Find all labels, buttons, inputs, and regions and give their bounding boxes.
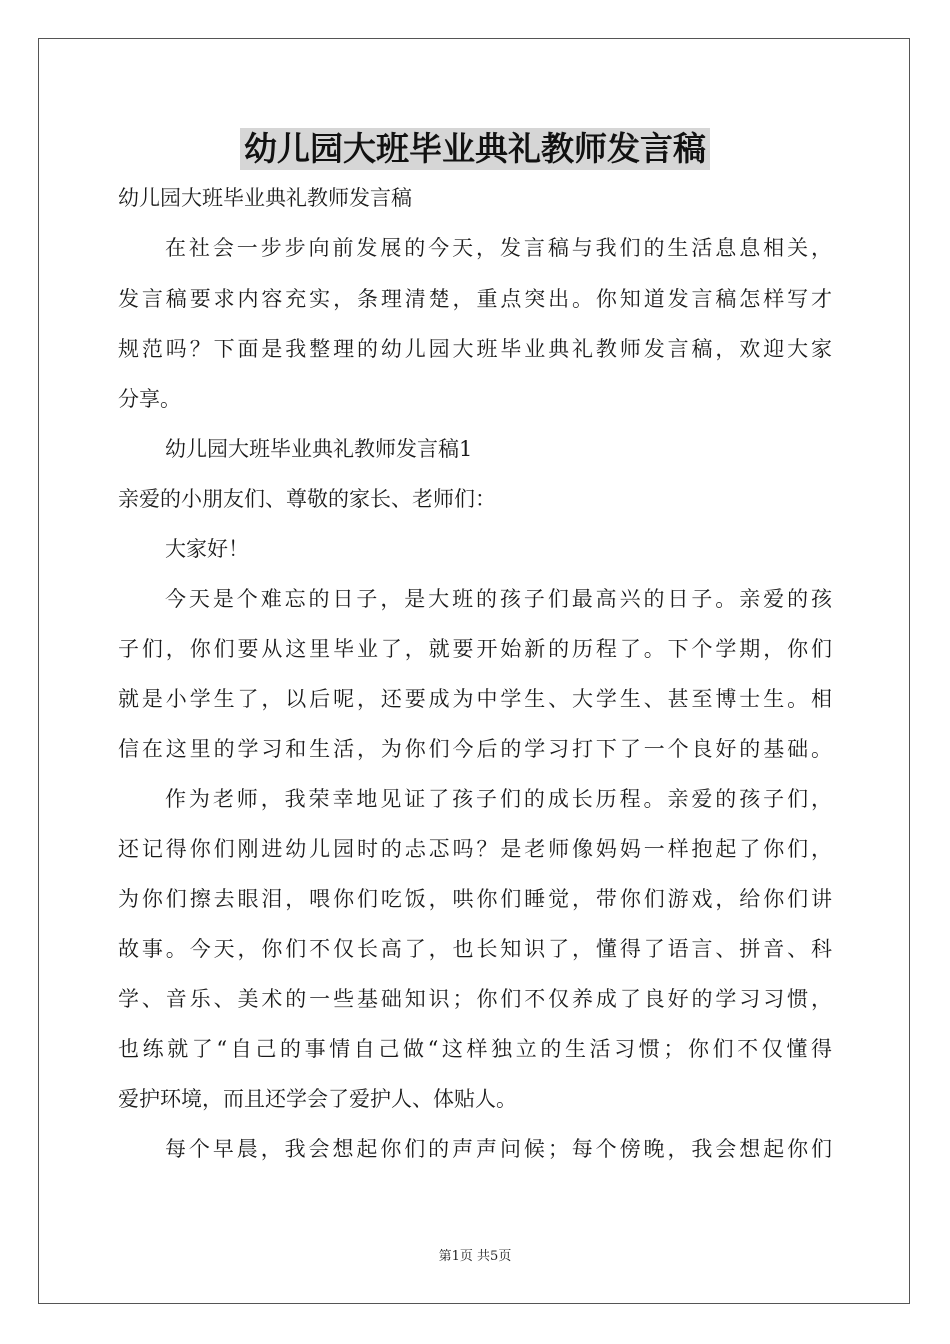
page-border (38, 38, 910, 1304)
paragraph-line: 为你们擦去眼泪，喂你们吃饭，哄你们睡觉，带你们游戏，给你们讲 (118, 887, 832, 911)
paragraph-line: 故事。今天，你们不仅长高了，也长知识了，懂得了语言、拼音、科 (118, 937, 832, 961)
greeting: 大家好！ (165, 537, 249, 561)
section-heading: 幼儿园大班毕业典礼教师发言稿1 (165, 437, 473, 461)
paragraph-line: 发言稿要求内容充实，条理清楚，重点突出。你知道发言稿怎样写才 (118, 287, 832, 311)
paragraph-line: 作为老师，我荣幸地见证了孩子们的成长历程。亲爱的孩子们， (165, 787, 832, 811)
paragraph-line: 分享。 (118, 387, 181, 411)
paragraph-line: 爱护环境，而且还学会了爱护人、体贴人。 (118, 1087, 517, 1111)
salutation: 亲爱的小朋友们、尊敬的家长、老师们： (118, 487, 496, 511)
paragraph-line: 也练就了“自己的事情自己做“这样独立的生活习惯；你们不仅懂得 (118, 1037, 832, 1061)
paragraph-line: 学、音乐、美术的一些基础知识；你们不仅养成了良好的学习习惯， (118, 987, 832, 1011)
paragraph-line: 在社会一步步向前发展的今天，发言稿与我们的生活息息相关， (165, 236, 832, 260)
document-title (0, 128, 950, 170)
paragraph-line: 就是小学生了，以后呢，还要成为中学生、大学生、甚至博士生。相 (118, 687, 832, 711)
paragraph-line: 还记得你们刚进幼儿园时的忐忑吗？是老师像妈妈一样抱起了你们， (118, 837, 832, 861)
paragraph-line: 子们，你们要从这里毕业了，就要开始新的历程了。下个学期，你们 (118, 637, 832, 661)
paragraph-line: 规范吗？下面是我整理的幼儿园大班毕业典礼教师发言稿，欢迎大家 (118, 337, 832, 361)
page-number: 第1页 共5页 (438, 1249, 512, 1264)
paragraph-line: 今天是个难忘的日子，是大班的孩子们最高兴的日子。亲爱的孩 (165, 587, 832, 611)
paragraph-line: 信在这里的学习和生活，为你们今后的学习打下了一个良好的基础。 (118, 737, 832, 761)
document-title-text: 幼儿园大班毕业典礼教师发言稿 (240, 128, 710, 170)
paragraph-line: 每个早晨，我会想起你们的声声问候；每个傍晚，我会想起你们 (165, 1137, 832, 1161)
document-subtitle: 幼儿园大班毕业典礼教师发言稿 (118, 186, 412, 210)
